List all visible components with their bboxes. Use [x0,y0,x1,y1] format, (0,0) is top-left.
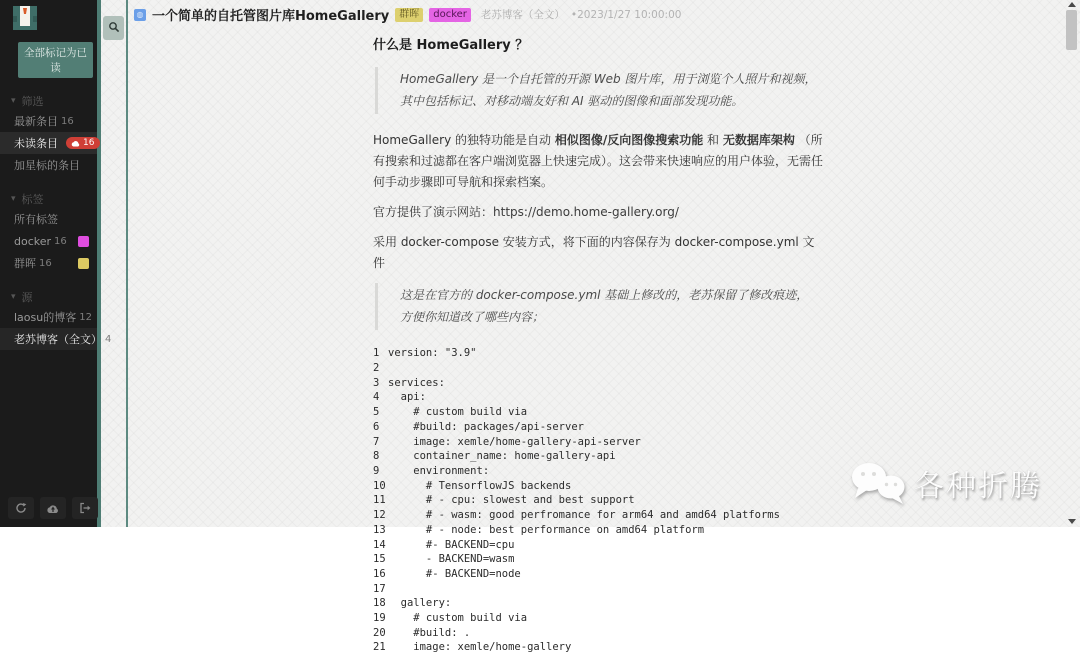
paragraph-demo [373,202,825,223]
line-text: # - wasm: good perfromance for arm64 and amd64 platforms [388,509,780,522]
code-line [373,611,825,626]
sidebar-item-feed-laosu-fulltext[interactable]: 老苏博客（全文） 4 [0,328,97,350]
text-run: 和 [703,133,723,148]
line-number: 9 [373,465,380,477]
code-line [373,405,825,420]
article-body [373,34,825,655]
line-text: - BACKEND=wasm [388,553,515,566]
line-number: 12 [373,509,386,522]
line-number: 1 [373,347,380,360]
code-line [373,346,825,361]
avatar[interactable] [10,4,40,32]
sidebar-bottom-toolbar [8,497,98,519]
headlines-strip [101,0,128,527]
mark-all-read-button[interactable]: 全部标记为已读 [18,42,93,78]
reading-pane [128,0,1080,654]
cloud-upload-icon [46,503,60,514]
sidebar-item-starred[interactable]: 加星标的条目 [14,159,80,172]
line-number: 18 [373,597,386,610]
sidebar-section-labels[interactable] [0,190,97,208]
line-number: 7 [373,435,380,448]
code-line [373,493,825,508]
chevron-down-icon: ▾ [11,194,16,204]
chevron-down-icon: ▾ [11,96,16,106]
logout-icon [79,502,91,514]
section-label: 筛选 [21,95,44,108]
line-text: image: xemle/home-gallery-api-server [388,435,641,448]
code-line [373,479,825,494]
line-number: 10 [373,479,386,492]
search-icon [108,21,120,33]
line-number: 3 [373,376,380,389]
text-run: 官方提供了演示网站： [373,205,494,220]
unread-count: 16 [83,138,95,148]
line-text: # - cpu: slowest and best support [388,494,635,507]
text-run: HomeGallery 的独特功能是自动 [373,133,555,148]
pixel-avatar-icon [10,4,40,32]
code-line [373,582,825,597]
line-text: #build: . [388,626,471,639]
text-run: （所有搜索和过滤都在客户端浏览器上快速完成）。这会带来快速响应的用户体验，无需任何手动步骤即可导航和探索档案。 [373,133,824,190]
code-line [373,567,825,582]
line-number: 2 [373,362,380,375]
line-number: 6 [373,420,380,433]
search-button[interactable] [103,16,124,40]
sidebar-item-label-synology[interactable]: 群晖 16 [0,252,97,274]
code-line [373,538,825,553]
headline-row [128,0,1080,24]
watermark-text: 各种折腾 [914,469,1042,504]
line-number: 13 [373,523,386,536]
refresh-button[interactable] [8,497,34,519]
fresh-count: 16 [61,115,74,127]
headline-feed-name: 老苏博客（全文） [480,9,565,21]
wechat-icon [850,461,906,505]
refresh-icon [15,502,27,514]
cloud-upload-button[interactable] [40,497,66,519]
tag-badge-synology[interactable]: 群晖 [395,8,423,22]
sidebar-section-filters[interactable] [0,92,97,110]
bold-feature-2: 无数据库架构 [722,133,795,148]
line-number: 11 [373,494,386,507]
feed-favicon-icon: ◍ [134,9,146,21]
line-number: 5 [373,406,380,419]
cloud-icon [71,140,80,147]
article-heading: 什么是 HomeGallery ？ [373,38,529,53]
line-number: 16 [373,567,386,580]
section-label: 源 [21,291,33,304]
code-line [373,626,825,641]
scroll-up-arrow[interactable] [1068,2,1076,7]
line-number: 8 [373,450,380,463]
code-line [373,640,825,655]
code-line [373,596,825,611]
code-line [373,435,825,450]
headline-date: •2023/1/27 10:00:00 [570,8,682,21]
scrollbar[interactable] [1066,0,1078,527]
line-text: container_name: home-gallery-api [388,450,616,463]
sidebar [0,0,112,527]
code-line [373,523,825,538]
line-text: # TensorflowJS backends [388,479,572,492]
unread-badge [66,137,100,149]
logout-button[interactable] [72,497,98,519]
line-text: services: [388,376,445,389]
code-line [373,552,825,567]
sidebar-item-fresh[interactable]: 最新条目 16 [14,115,74,128]
scroll-down-arrow[interactable] [1068,519,1076,524]
line-number: 14 [373,538,386,551]
chevron-down-icon: ▾ [11,292,16,302]
line-text: # - node: best performance on amd64 platform [388,523,705,536]
line-text: #build: packages/api-server [388,420,584,433]
code-line [373,508,825,523]
line-text: version: "3.9" [388,347,477,360]
section-label: 标签 [21,193,44,206]
label-color-chip-docker [78,236,89,247]
paragraph-features [373,130,825,193]
sidebar-item-label-docker[interactable]: docker 16 [0,230,97,252]
code-line [373,390,825,405]
line-text: #- BACKEND=node [388,567,521,580]
code-line [373,464,825,479]
intro-quote: HomeGallery 是一个自托管的开源 Web 图片库，用于浏览个人照片和视频，其中包括标记、对移动端友好和 AI 驱动的图像和面部发现功能。 [375,67,825,114]
line-text: gallery: [388,597,452,610]
line-number: 21 [373,641,386,654]
line-text: api: [388,391,426,404]
line-text: environment: [388,465,490,477]
line-number: 4 [373,391,380,404]
line-number: 19 [373,612,386,625]
line-text: #- BACKEND=cpu [388,538,515,551]
modification-quote: 这是在官方的 docker-compose.yml 基础上修改的，老苏保留了修改痕迹，方便你知道改了哪些内容； [375,283,825,330]
code-line [373,361,825,376]
code-line [373,449,825,464]
scrollbar-thumb[interactable] [1066,10,1077,50]
code-line [373,420,825,435]
line-text: # custom build via [388,612,528,625]
sidebar-item-feed-laosu[interactable]: laosu的博客 12 [14,311,92,324]
line-number: 17 [373,582,386,595]
code-block [373,346,825,655]
tag-badge-docker[interactable]: docker [429,8,471,22]
paragraph-install: 采用 docker-compose 安装方式，将下面的内容保存为 docker-compose.yml 文件 [373,235,815,271]
sidebar-item-unread[interactable]: 未读条目 16 [0,132,97,154]
code-line [373,376,825,391]
line-number: 20 [373,626,386,639]
line-text: image: xemle/home-gallery [388,641,572,654]
sidebar-item-all-labels[interactable]: 所有标签 [14,213,58,226]
bold-feature-1: 相似图像/反向图像搜索功能 [554,133,704,148]
line-number: 15 [373,553,386,566]
demo-site-link[interactable]: https://demo.home-gallery.org/ [493,205,679,220]
label-color-chip-synology [78,258,89,269]
watermark [850,461,1042,505]
sidebar-section-feeds[interactable] [0,288,97,306]
line-text: # custom build via [388,406,528,419]
article-title[interactable]: 一个简单的自托管图片库HomeGallery [152,9,390,24]
